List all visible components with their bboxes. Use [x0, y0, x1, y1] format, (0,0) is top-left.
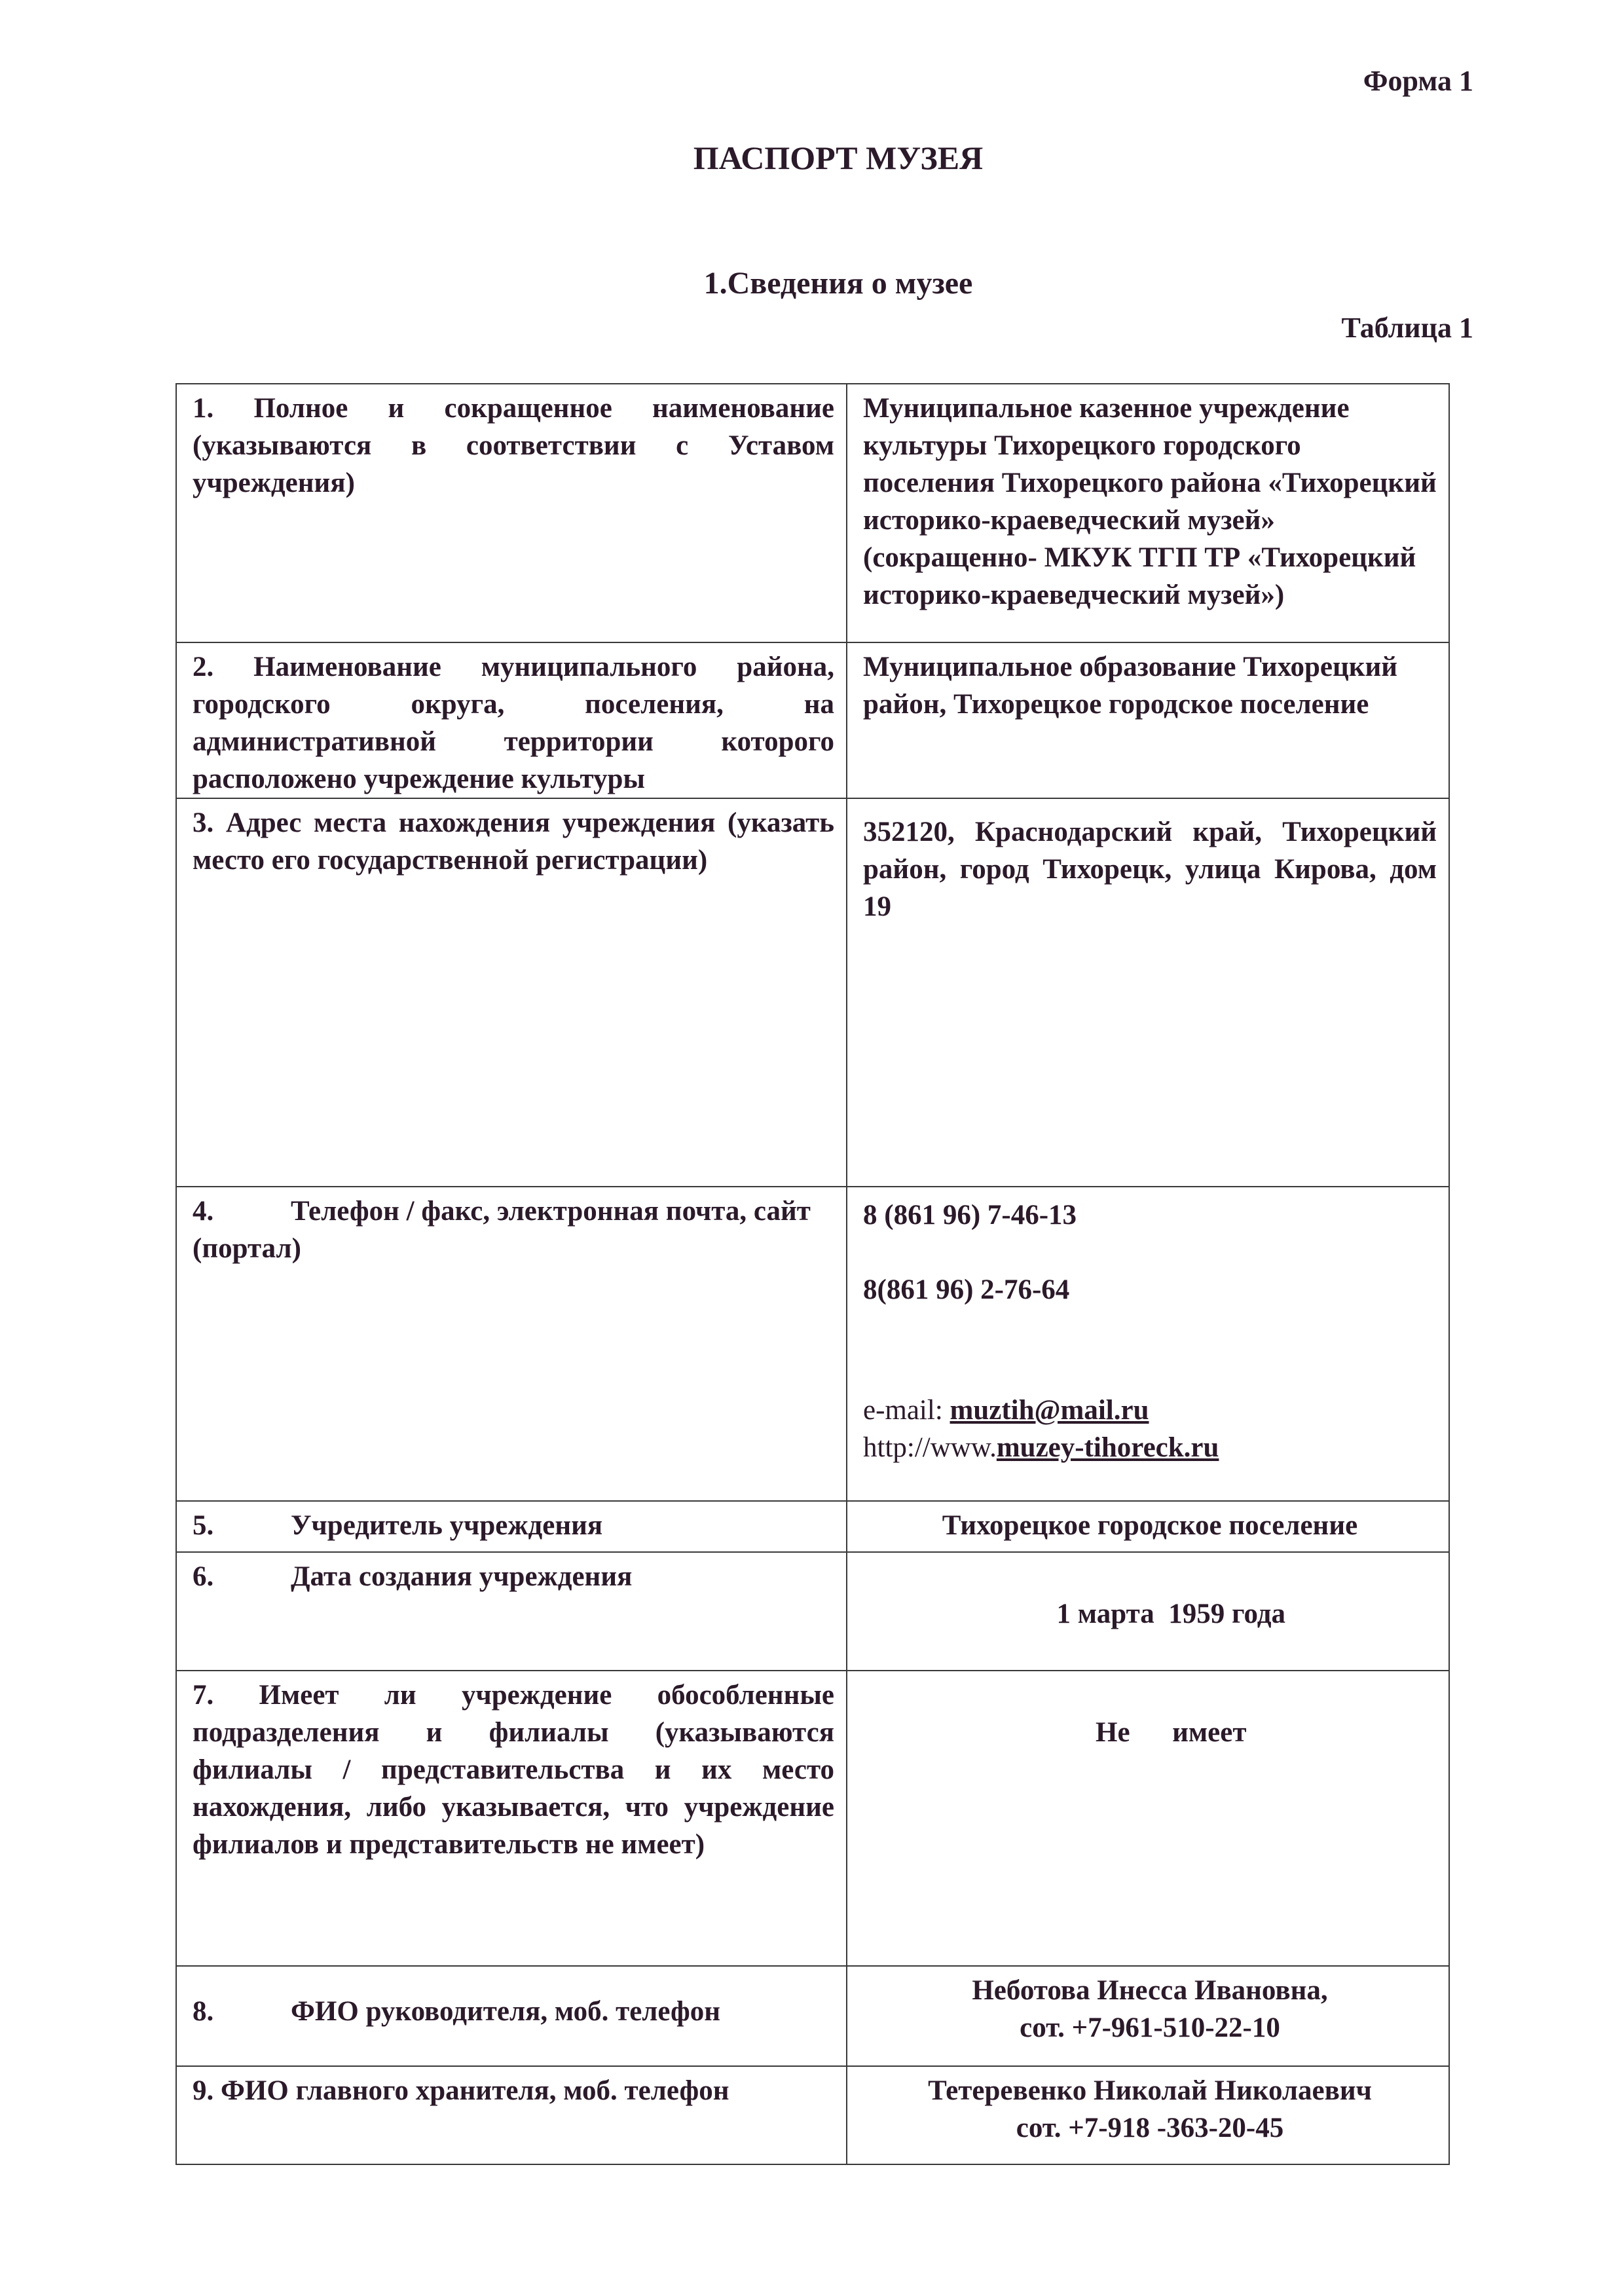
row-value-cell: [847, 1552, 1449, 1671]
row-label-cell: [176, 1966, 847, 2066]
row-number: 2.: [193, 652, 214, 682]
curator-phone: сот. +7-918 -363-20-45: [1016, 2113, 1284, 2143]
row-number: 6.: [193, 1561, 214, 1592]
page-title: ПАСПОРТ МУЗЕЯ: [693, 139, 984, 176]
email-link[interactable]: muztih@mail.ru: [950, 1395, 1149, 1426]
row-label-cell: [176, 798, 847, 1187]
row-label: Наименование муниципального района, городского округа, поселения, на административной территории которого расположено учреждение культуры: [193, 652, 835, 794]
section-heading: 1.Сведения о музее: [703, 266, 973, 301]
table-row-founder: [176, 1501, 1449, 1552]
row-value-cell: [847, 1501, 1449, 1552]
row-value-cell: [847, 1966, 1449, 2066]
row-number: 4.: [193, 1196, 214, 1227]
row-label: Имеет ли учреждение обособленные подразделения и филиалы (указываются филиалы / представительства и их место нахождения, либо указывается, что учреждение филиалов и представительств не имеет): [193, 1680, 834, 1860]
row-value: Муниципальное казенное учреждение культуры Тихорецкого городского поселения Тихорецкого района «Тихорецкий историко-краеведческий музей» (сокращенно- МКУК ТГП ТР «Тихорецкий историко-краеведческий музей»): [863, 393, 1437, 610]
table-row-full-name: [176, 384, 1449, 642]
row-label-cell: [176, 1552, 847, 1671]
site-prefix: http://www.: [863, 1432, 997, 1463]
row-value-cell: [847, 384, 1449, 642]
row-label: Полное и сокращенное наименование (указываются в соответствии с Уставом учреждения): [193, 393, 834, 498]
row-number: 8.: [193, 1996, 214, 2027]
row-value-cell: [847, 1187, 1449, 1501]
director-phone: сот. +7-961-510-22-10: [1020, 2012, 1280, 2043]
row-label: ФИО руководителя, моб. телефон: [291, 1996, 721, 2027]
row-label: Адрес места нахождения учреждения (указать место его государственной регистрации): [193, 807, 835, 876]
row-label: Телефон / факс, электронная почта, сайт (портал): [193, 1196, 811, 1264]
row-value-cell: [847, 2066, 1449, 2164]
row-number: 3.: [193, 807, 214, 838]
row-number: 5.: [193, 1510, 214, 1541]
row-label-cell: [176, 384, 847, 642]
table-row-address: [176, 798, 1449, 1187]
table-row-branches: [176, 1671, 1449, 1966]
table-row-municipality: [176, 642, 1449, 798]
phone-secondary: 8(861 96) 2-76-64: [863, 1274, 1070, 1305]
table-row-director: [176, 1966, 1449, 2066]
table-row-contacts: [176, 1187, 1449, 1501]
row-value: Тихорецкое городское поселение: [942, 1510, 1358, 1541]
row-value: Не имеет: [1096, 1717, 1247, 1748]
row-number: 9.: [193, 2075, 214, 2106]
row-label: Дата создания учреждения: [291, 1561, 633, 1592]
director-name: Неботова Инесса Ивановна,: [972, 1975, 1328, 2006]
row-label-cell: [176, 642, 847, 798]
row-label-cell: [176, 2066, 847, 2164]
row-value-cell: [847, 1671, 1449, 1966]
email-prefix: e-mail:: [863, 1395, 950, 1426]
table-row-chief-curator: [176, 2066, 1449, 2164]
row-number: 7.: [193, 1680, 214, 1711]
row-number: 1.: [193, 393, 214, 424]
row-label-cell: [176, 1671, 847, 1966]
table-row-creation-date: [176, 1552, 1449, 1671]
row-label: Учредитель учреждения: [291, 1510, 603, 1541]
row-label-cell: [176, 1501, 847, 1552]
row-value-cell: [847, 798, 1449, 1187]
row-label-cell: [176, 1187, 847, 1501]
row-value: Муниципальное образование Тихорецкий район, Тихорецкое городское поселение: [863, 652, 1398, 720]
curator-name: Тетеревенко Николай Николаевич: [928, 2075, 1372, 2106]
row-label: ФИО главного хранителя, моб. телефон: [221, 2075, 729, 2106]
museum-info-table: [175, 383, 1450, 2165]
row-value: 352120, Краснодарский край, Тихорецкий район, город Тихорецк, улица Кирова, дом 19: [863, 817, 1437, 922]
row-value: 1 марта 1959 года: [1056, 1599, 1285, 1629]
site-link[interactable]: muzey-tihoreck.ru: [996, 1432, 1219, 1463]
email-line: [863, 1392, 1437, 1429]
row-value-cell: [847, 642, 1449, 798]
site-line: [863, 1429, 1437, 1466]
form-number-label: Форма 1: [1363, 65, 1473, 97]
table-number-label: Таблица 1: [1341, 312, 1473, 344]
phone-primary: 8 (861 96) 7-46-13: [863, 1200, 1077, 1231]
